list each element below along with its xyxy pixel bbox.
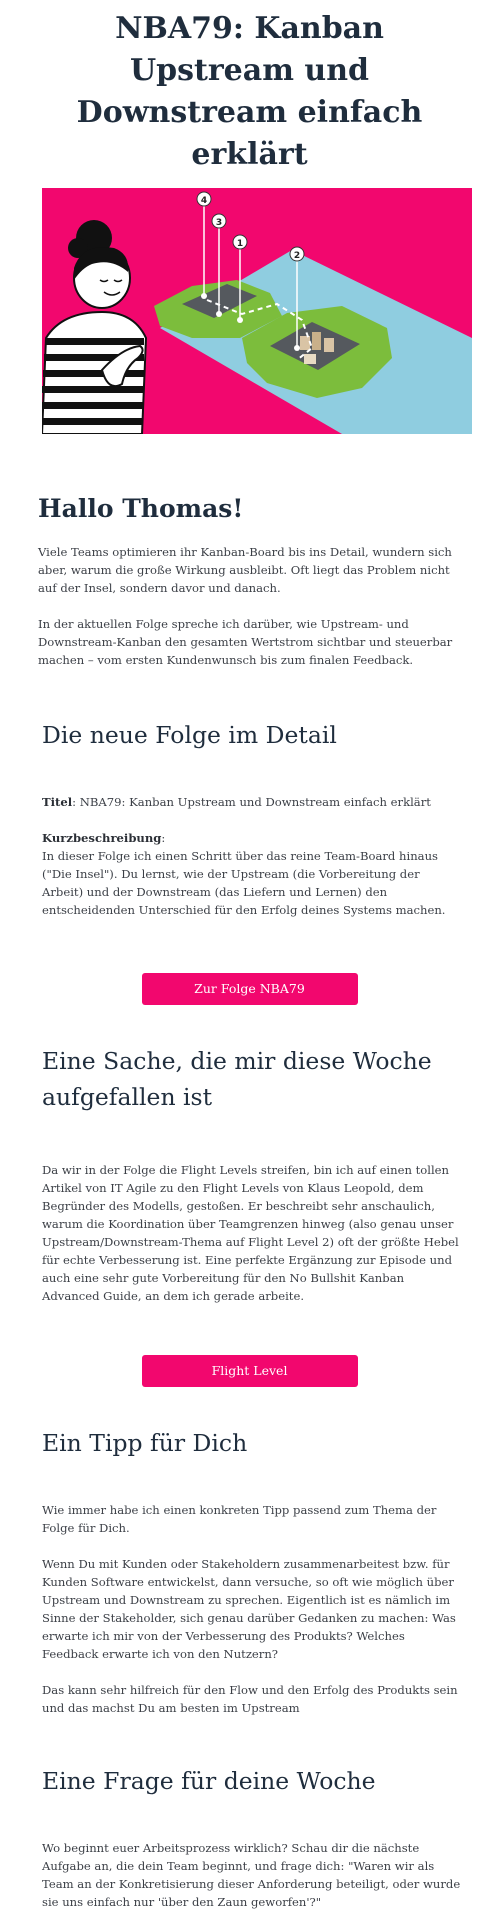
episode-description-text: In dieser Folge ich einen Schritt über das reine Team-Board hinaus ("Die Insel"). Du lernst, wie der Upstream (die Vorbereitung der Arbeit) und der Downstream (das Liefern und Lernen) den entscheidenden Unterschied für den Erfolg deines Systems machen.	[42, 849, 446, 917]
flight-level-button-row	[0, 1355, 499, 1387]
intro-paragraph-1: Viele Teams optimieren ihr Kanban-Board bis ins Detail, wundern sich aber, warum die große Wirkung ausbleibt. Oft liegt das Problem nicht auf der Insel, sondern davor und danach.	[38, 545, 452, 595]
intro-paragraph-2: In der aktuellen Folge spreche ich darüber, wie Upstream- und Downstream-Kanban den gesamten Wertstrom sichtbar und steuerbar machen – vom ersten Kundenwunsch bis zum finalen Feedback.	[38, 617, 453, 667]
hero-illustration	[42, 188, 472, 434]
episode-title-line	[42, 793, 461, 811]
episode-button-row	[0, 973, 499, 1005]
marker-2	[290, 247, 304, 261]
flight-level-button[interactable]: Flight Level	[142, 1355, 358, 1387]
marker-4	[197, 192, 211, 206]
episode-details	[42, 793, 461, 919]
page-title: NBA79: Kanban Upstream und Downstream einfach erklärt	[76, 11, 423, 172]
question-heading: Eine Frage für deine Woche	[42, 1767, 376, 1795]
tip-paragraph-1: Wie immer habe ich einen konkreten Tipp passend zum Thema der Folge für Dich.	[42, 1503, 437, 1535]
greeting-title: Hallo Thomas!	[38, 494, 244, 523]
marker-4-label: 4	[200, 196, 208, 206]
episode-description-colon: :	[161, 831, 166, 845]
observation-heading: Eine Sache, die mir diese Woche aufgefallen ist	[42, 1047, 432, 1111]
marker-3	[212, 214, 226, 228]
hero-svg	[42, 188, 472, 434]
tip-heading: Ein Tipp für Dich	[42, 1429, 248, 1457]
tip-paragraph-3: Das kann sehr hilfreich für den Flow und den Erfolg des Produkts sein und das machst Du am besten im Upstream	[42, 1683, 458, 1715]
newsletter	[0, 8, 499, 1911]
marker-1	[233, 235, 247, 249]
episode-button[interactable]: Zur Folge NBA79	[142, 973, 358, 1005]
episode-title-label: Titel	[42, 795, 73, 809]
episode-heading: Die neue Folge im Detail	[42, 721, 337, 749]
episode-description-label-line	[42, 829, 461, 847]
marker-1-label: 1	[236, 239, 244, 249]
tip-paragraph-2: Wenn Du mit Kunden oder Stakeholdern zusammenarbeitest bzw. für Kunden Software entwickelst, dann versuche, so oft wie möglich über Upstream und Downstream zu sprechen. Eigentlich ist es nämlich im Sinne der Stakeholder, sich genau darüber Gedanken zu machen: Was erwarte ich mir von der Verbesserung des Produkts? Welches Feedback erwarte ich von den Nutzern?	[42, 1557, 456, 1661]
episode-title-value: : NBA79: Kanban Upstream und Downstream einfach erklärt	[72, 795, 431, 809]
observation-text: Da wir in der Folge die Flight Levels streifen, bin ich auf einen tollen Artikel von IT Agile zu den Flight Levels von Klaus Leopold, dem Begründer des Modells, gestoßen. Er beschreibt sehr anschaulich, warum die Koordination über Teamgrenzen hinweg (also genau unser Upstream/Downstream-Thema auf Flight Level 2) oft der größte Hebel für echte Verbesserung ist. Eine perfekte Ergänzung zur Episode und auch eine sehr gute Vorbereitung für den No Bullshit Kanban Advanced Guide, an dem ich gerade arbeite.	[42, 1163, 459, 1303]
marker-2-label: 2	[293, 251, 301, 261]
question-text: Wo beginnt euer Arbeitsprozess wirklich? Schau dir die nächste Aufgabe an, die dein Team beginnt, und frage dich: "Waren wir als Team an der Konkretisierung dieser Anforderung beteiligt, oder wurde sie uns einfach nur 'über den Zaun geworfen'?"	[42, 1841, 461, 1909]
marker-3-label: 3	[215, 218, 223, 228]
episode-description-label: Kurzbeschreibung	[42, 831, 162, 845]
